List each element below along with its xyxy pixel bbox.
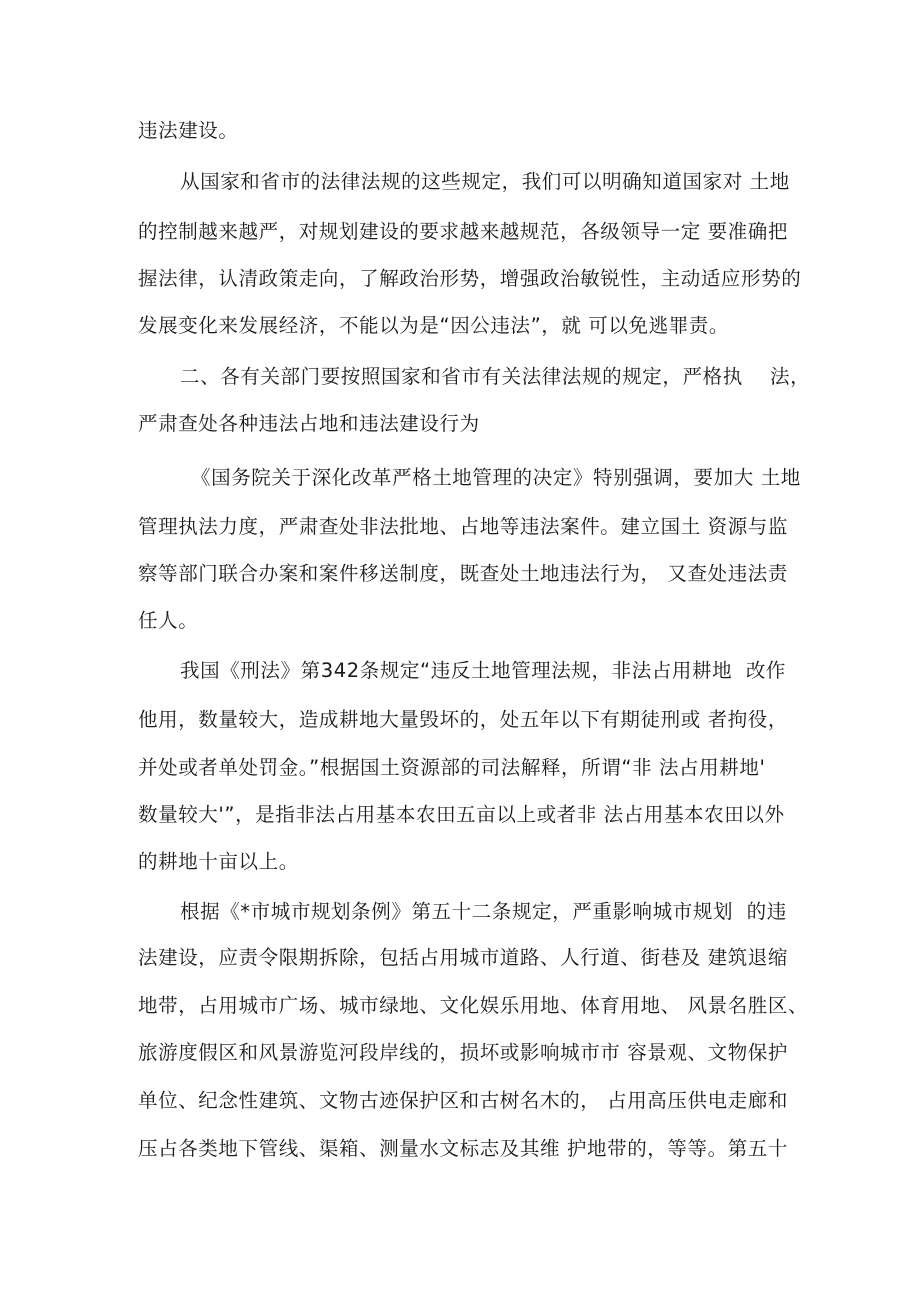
- text-line: 发展变化来发展经济，不能以为是“因公违法”，就 可以免逃罪责。: [138, 314, 730, 337]
- section-heading: 二、各有关部门要按照国家和省市有关法律法规的规定，严格执 法，: [180, 365, 811, 388]
- text-line: 他用，数量较大，造成耕地大量毁坏的，处五年以下有期徒刑或 者拘役，: [138, 708, 788, 731]
- text-line: 任人。: [138, 609, 199, 632]
- text-line: 我国《刑法》第342条规定“违反土地管理法规，非法占用耕地 改作: [180, 659, 787, 682]
- text-line: 并处或者单处罚金。”根据国土资源部的司法解释，所谓“非 法占用耕地': [138, 756, 766, 779]
- text-line: 地带，占用城市广场、城市绿地、文化娱乐用地、体育用地、 风景名胜区、: [138, 994, 809, 1017]
- text-line: 法建设，应责令限期拆除，包括占用城市道路、人行道、街巷及 建筑退缩: [138, 946, 788, 969]
- text-line: 单位、纪念性建筑、文物古迹保护区和古树名木的， 占用高压供电走廊和: [138, 1089, 788, 1112]
- section-heading: 严肃查处各种违法占地和违法建设行为: [138, 412, 480, 435]
- text-line: 数量较大'”，是指非法占用基本农田五亩以上或者非 法占用基本农田以外: [138, 803, 785, 826]
- text-line: 从国家和省市的法律法规的这些规定，我们可以明确知道国家对 土地: [180, 170, 790, 193]
- text-line: 压占各类地下管线、渠箱、测量水文标志及其维 护地带的，等等。第五十: [138, 1137, 788, 1160]
- text-line: 的控制越来越严，对规划建设的要求越来越规范，各级领导一定 要准确把: [138, 220, 788, 243]
- text-line: 根据《*市城市规划条例》第五十二条规定，严重影响城市规划 的违: [180, 900, 787, 923]
- text-line: 旅游度假区和风景游览河段岸线的，损坏或影响城市市 容景观、文物保护: [138, 1041, 788, 1064]
- text-line: 《国务院关于深化改革严格土地管理的决定》特别强调，要加大 土地: [191, 466, 801, 489]
- text-line: 握法律，认清政策走向，了解政治形势，增强政治敏锐性，主动适应形势的: [138, 267, 802, 290]
- text-line: 管理执法力度，严肃查处非法批地、占地等违法案件。建立国土 资源与监: [138, 515, 788, 538]
- text-line: 察等部门联合办案和案件移送制度，既查处土地违法行为， 又查处违法责: [138, 562, 788, 585]
- text-line: 的耕地十亩以上。: [138, 850, 299, 873]
- text-line: 违法建设。: [138, 119, 239, 142]
